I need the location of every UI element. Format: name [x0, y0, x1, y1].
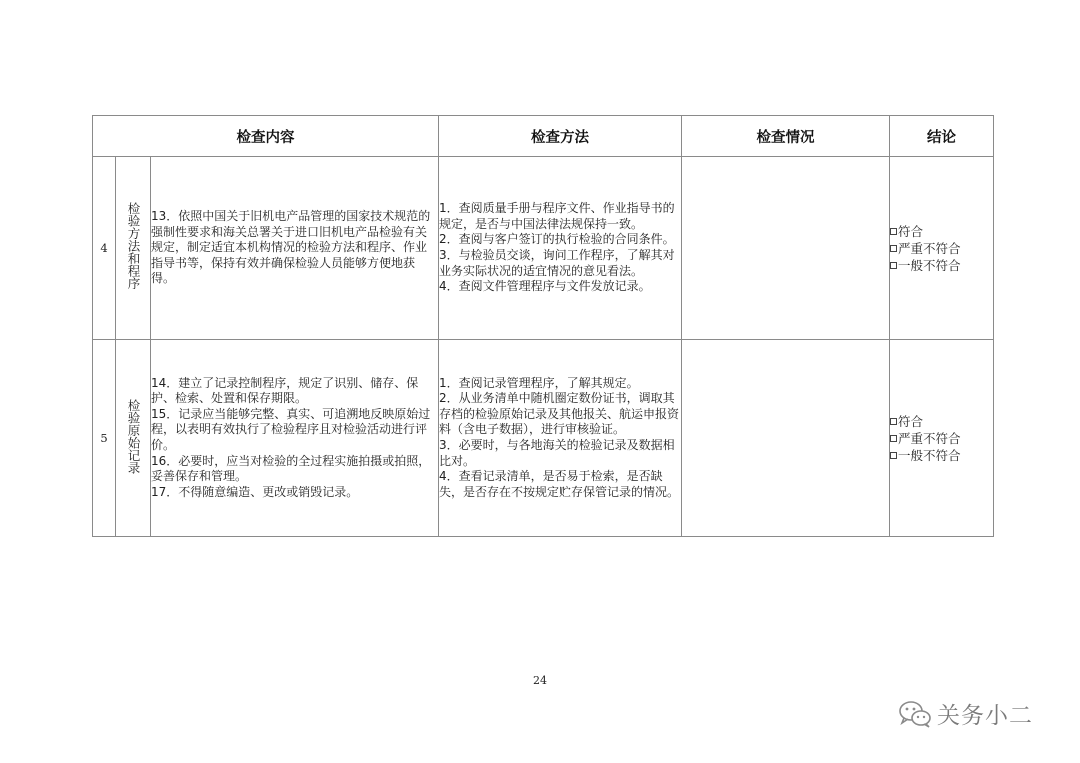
row-category	[116, 340, 151, 537]
row-content	[151, 157, 439, 340]
category-label: 检验原始记录	[126, 398, 141, 474]
row-conclusion	[890, 157, 994, 340]
checkbox-icon[interactable]	[890, 435, 897, 442]
content-item: 16．必要时，应当对检验的全过程实施拍摄或拍照，妥善保存和管理。	[151, 453, 431, 484]
method-item: 3．与检验员交谈，询问工作程序，了解其对业务实际状况的适宜情况的意见看法。	[439, 248, 675, 278]
page-number: 24	[533, 674, 547, 687]
wechat-icon	[898, 699, 932, 729]
method-item: 4．查看记录清单，是否易于检索，是否缺失，是否存在不按规定贮存保管记录的情况。	[439, 469, 680, 499]
row-method	[439, 340, 682, 537]
checkbox-icon[interactable]	[890, 452, 897, 459]
table-row	[93, 340, 994, 537]
checkbox-icon[interactable]	[890, 245, 897, 252]
watermark-text: 关务小二	[937, 703, 1033, 729]
row-status[interactable]	[682, 157, 890, 340]
method-item: 2．从业务清单中随机圈定数份证书，调取其存档的检验原始记录及其他报关、航运申报资料（含电子数据），进行审核验证。	[439, 391, 680, 437]
conclusion-label: 符合	[898, 413, 924, 429]
row-number: 4	[93, 157, 116, 340]
checkbox-icon[interactable]	[890, 418, 897, 425]
conclusion-option[interactable]	[890, 413, 993, 430]
checkbox-icon[interactable]	[890, 228, 897, 235]
checkbox-icon[interactable]	[890, 262, 897, 269]
conclusion-option[interactable]	[890, 447, 993, 464]
content-item: 13．依照中国关于旧机电产品管理的国家技术规范的强制性要求和海关总署关于进口旧机电产品检验有关规定，制定适宜本机构情况的检验方法和程序、作业指导书等，保持有效并确保检验人员能够方便地获得。	[151, 209, 431, 286]
row-content	[151, 340, 439, 537]
row-method	[439, 157, 682, 340]
conclusion-label: 一般不符合	[898, 257, 961, 273]
content-item: 14．建立了记录控制程序，规定了识别、储存、保护、检索、处置和保存期限。	[151, 375, 419, 406]
row-conclusion	[890, 340, 994, 537]
row-status[interactable]	[682, 340, 890, 537]
header-status: 检查情况	[682, 116, 890, 157]
method-item: 4．查阅文件管理程序与文件发放记录。	[439, 279, 651, 294]
content-item: 17．不得随意编造、更改或销毁记录。	[151, 484, 359, 499]
row-category	[116, 157, 151, 340]
method-item: 3．必要时，与各地海关的检验记录及数据相比对。	[439, 438, 675, 468]
header-content: 检查内容	[93, 116, 439, 157]
content-item: 15．记录应当能够完整、真实、可追溯地反映原始过程，以表明有效执行了检验程序且对检验活动进行评价。	[151, 406, 431, 452]
conclusion-option[interactable]	[890, 240, 993, 257]
inspection-table	[92, 115, 994, 537]
conclusion-label: 一般不符合	[898, 447, 961, 463]
category-label: 检验方法和程序	[126, 202, 141, 290]
method-item: 1．查阅记录管理程序，了解其规定。	[439, 375, 639, 390]
header-conclusion: 结论	[890, 116, 994, 157]
header-method: 检查方法	[439, 116, 682, 157]
method-item: 2．查阅与客户签订的执行检验的合同条件。	[439, 232, 675, 247]
row-number: 5	[93, 340, 116, 537]
table-header-row	[93, 116, 994, 157]
conclusion-label: 严重不符合	[898, 240, 961, 256]
conclusion-label: 符合	[898, 223, 924, 239]
watermark	[898, 697, 1033, 730]
conclusion-label: 严重不符合	[898, 430, 961, 446]
conclusion-option[interactable]	[890, 223, 993, 240]
table-row	[93, 157, 994, 340]
method-item: 1．查阅质量手册与程序文件、作业指导书的规定，是否与中国法律法规保持一致。	[439, 201, 675, 231]
conclusion-option[interactable]	[890, 430, 993, 447]
conclusion-option[interactable]	[890, 257, 993, 274]
